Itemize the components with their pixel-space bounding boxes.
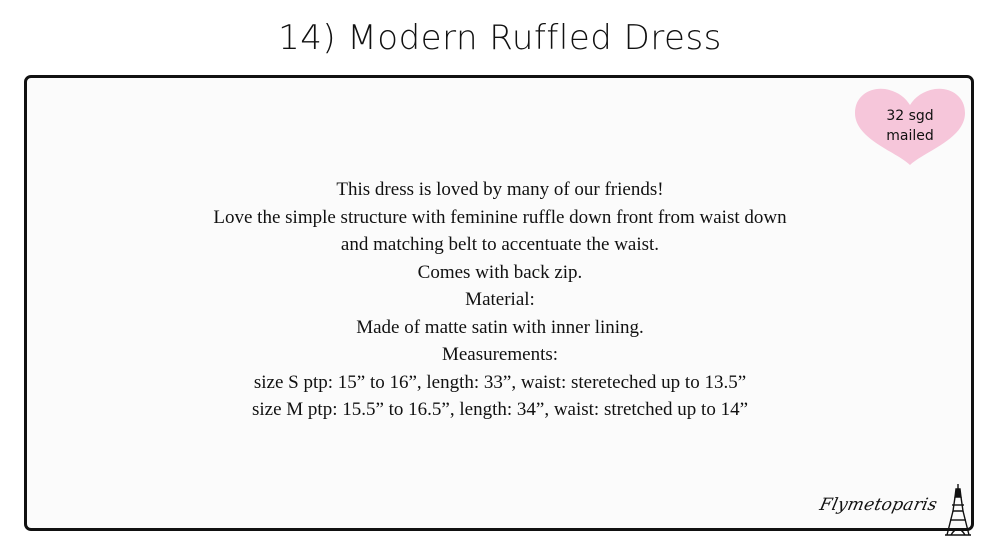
eiffel-tower-icon	[943, 483, 973, 538]
material-heading: Material:	[465, 289, 535, 310]
measurement-size-m: size M ptp: 15.5” to 16.5”, length: 34”, waist: stretched up to 14”	[251, 399, 748, 420]
description-line: Comes with back zip.	[417, 261, 583, 283]
description-line: This dress is loved by many of our friends!	[336, 179, 664, 200]
product-description	[60, 176, 940, 424]
price-badge	[851, 85, 969, 167]
description-line: and matching belt to accentuate the waist.	[340, 234, 660, 255]
page-title: 14) Modern Ruffled Dress	[278, 18, 722, 58]
measurement-size-s: size S ptp: 15” to 16”, length: 33”, waist: stereteched up to 13.5”	[253, 371, 747, 393]
price-amount: 32 sgd	[886, 108, 934, 124]
price-shipping-note: mailed	[886, 128, 934, 144]
measurements-heading: Measurements:	[441, 344, 559, 365]
material-detail: Made of matte satin with inner lining.	[356, 316, 644, 338]
description-line: Love the simple structure with feminine ruffle down front from waist down	[213, 206, 787, 228]
brand-logo-text: Flymetoparis	[817, 495, 940, 515]
